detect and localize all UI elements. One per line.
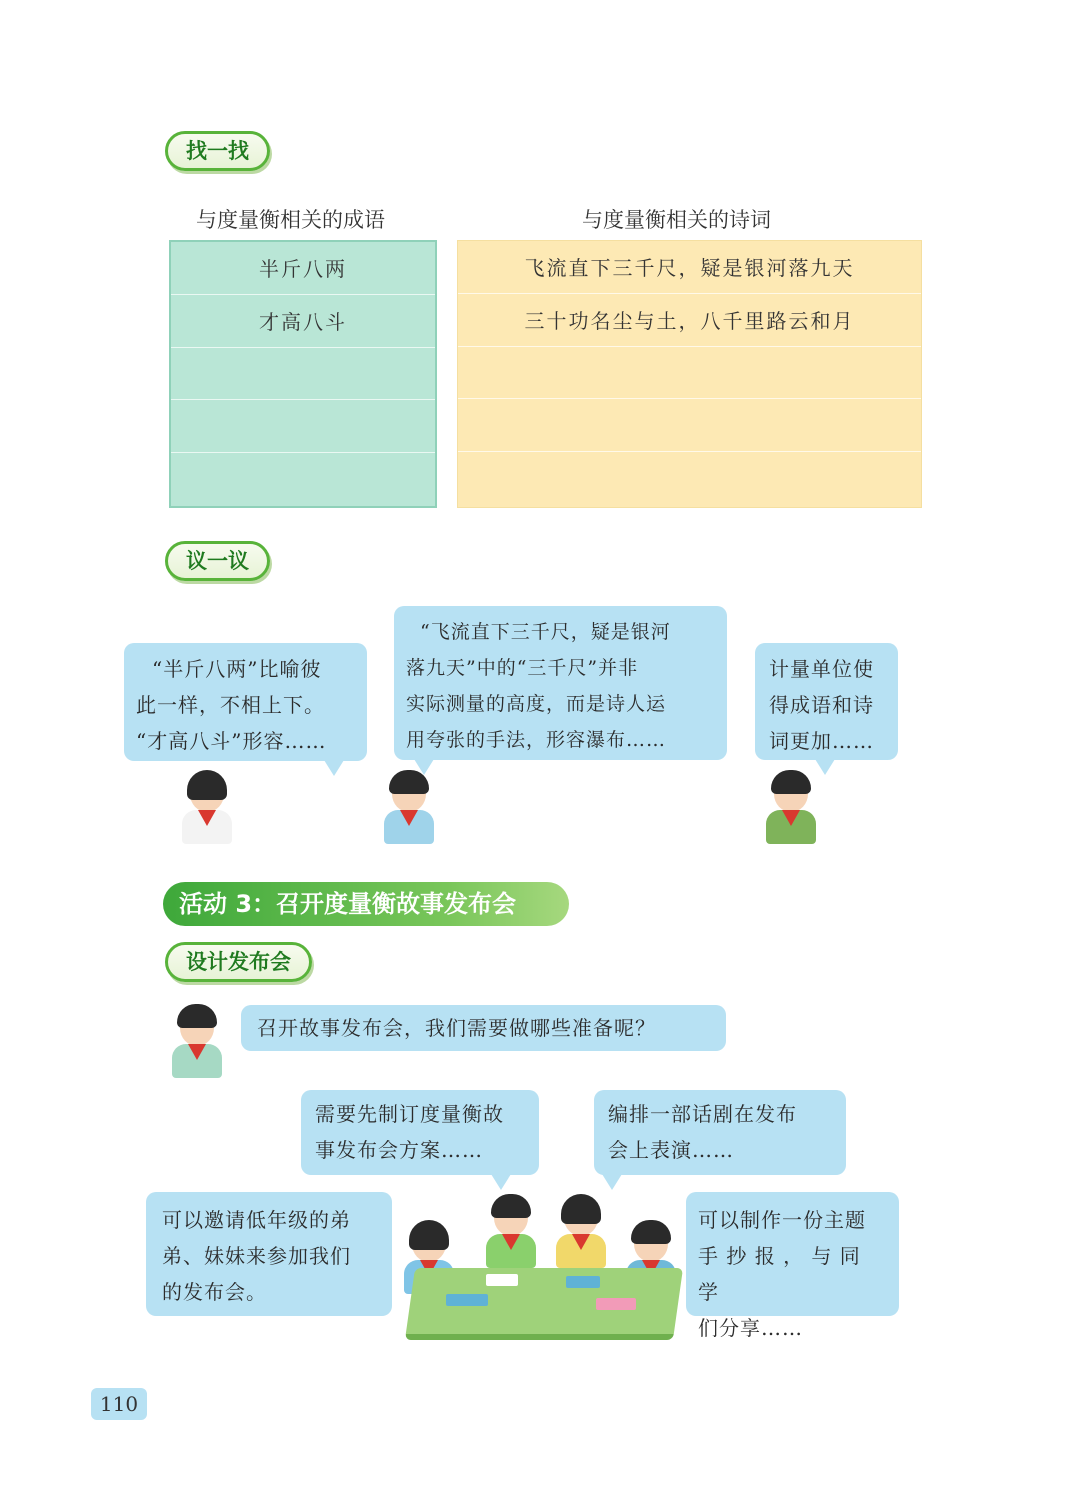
bubble-line: 们分享…… (698, 1316, 803, 1340)
paper-sheet (566, 1276, 600, 1288)
bubble-line: 会上表演…… (608, 1138, 734, 1162)
bubble-line: 落九天”中的“三千尺”并非 (406, 657, 639, 679)
paper-sheet (596, 1298, 636, 1310)
idiom-column-header: 与度量衡相关的成语 (196, 208, 385, 232)
paper-sheet (446, 1294, 488, 1306)
bubble-line: 计量单位使 (769, 657, 874, 681)
boy-illustration (486, 1192, 536, 1268)
poem-table (457, 240, 922, 508)
bubble-line: 的发布会。 (162, 1280, 267, 1304)
bubble-line: 用夸张的手法，形容瀑布…… (406, 729, 667, 751)
speech-bubble-poster (686, 1192, 899, 1340)
bubble-tail (324, 760, 344, 776)
bubble-line: 得成语和诗 (769, 693, 874, 717)
poem-row (458, 399, 921, 452)
bubble-line: “飞流直下三千尺，疑是银河 (420, 621, 671, 643)
bubble-line: 需要先制订度量衡故 (315, 1102, 504, 1126)
boy-illustration (766, 768, 816, 844)
speech-bubble-invite (146, 1192, 392, 1316)
girl-illustration (182, 768, 232, 844)
poem-row (458, 347, 921, 400)
bubble-line: 词更加…… (769, 729, 874, 753)
boy-illustration (384, 768, 434, 844)
bubble-line: 编排一部话剧在发布 (608, 1102, 797, 1126)
speech-bubble-units (755, 643, 898, 760)
find-section-label: 找一找 (165, 131, 270, 171)
idiom-table (169, 240, 437, 508)
poem-row (458, 452, 921, 505)
design-section-label: 设计发布会 (165, 942, 312, 982)
poem-column-header: 与度量衡相关的诗词 (582, 208, 771, 232)
idiom-row: 半斤八两 (171, 242, 435, 295)
bubble-tail (491, 1174, 511, 1190)
poem-row: 三十功名尘与土，八千里路云和月 (458, 294, 921, 347)
speech-bubble-idiom (124, 643, 367, 761)
bubble-line: 可以制作一份主题 (698, 1208, 866, 1232)
speech-bubble-question (241, 1005, 726, 1051)
bubble-tail (602, 1174, 622, 1190)
bubble-line: “才高八斗”形容…… (136, 729, 327, 753)
bubble-line: 可以邀请低年级的弟 (162, 1208, 351, 1232)
speech-bubble-plan (301, 1090, 539, 1175)
bubble-line: 实际测量的高度，而是诗人运 (406, 693, 667, 715)
poem-row: 飞流直下三千尺，疑是银河落九天 (458, 241, 921, 294)
idiom-row (171, 400, 435, 453)
bubble-tail (815, 759, 835, 775)
boy-illustration (172, 1002, 222, 1078)
discuss-section-label: 议一议 (165, 541, 270, 581)
girl-illustration (556, 1192, 606, 1268)
bubble-line: 手 抄 报 ， 与 同 学 (698, 1244, 861, 1304)
idiom-row (171, 348, 435, 401)
bubble-line: 此一样，不相上下。 (136, 693, 325, 717)
page-number: 110 (91, 1388, 147, 1420)
paper-sheet (486, 1274, 518, 1286)
bubble-line: “半斤八两”比喻彼 (152, 657, 322, 681)
bubble-line: 弟、妹妹来参加我们 (162, 1244, 351, 1268)
speech-bubble-poem (394, 606, 727, 760)
idiom-row (171, 453, 435, 506)
bubble-line: 事发布会方案…… (315, 1138, 483, 1162)
idiom-row: 才高八斗 (171, 295, 435, 348)
speech-bubble-drama (594, 1090, 846, 1175)
activity-banner: 活动 3：召开度量衡故事发布会 (163, 882, 569, 926)
bubble-line: 召开故事发布会，我们需要做哪些准备呢？ (257, 1016, 656, 1040)
